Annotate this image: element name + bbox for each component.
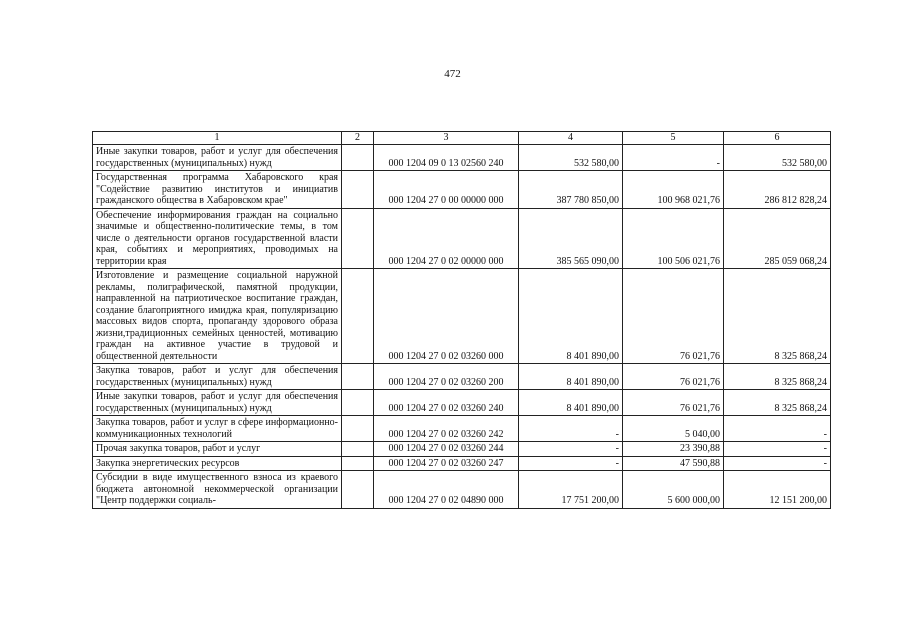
row-code: 000 1204 27 0 02 03260 247 [374,456,519,471]
row-name: Обеспечение информирования граждан на социально значимые и общественно-политические темы, в том числе о деятельности органов государственной власти края, событиях и мероприятиях, проводимых на территории края [93,208,342,269]
table-row [93,416,831,442]
row-col-2 [342,364,374,390]
table-row [93,456,831,471]
row-col-2 [342,390,374,416]
row-col-4: 8 401 890,00 [519,364,623,390]
row-col-5: 76 021,76 [623,269,724,364]
header-col-2: 2 [342,132,374,145]
row-col-2 [342,416,374,442]
row-code: 000 1204 27 0 02 00000 000 [374,208,519,269]
row-code: 000 1204 27 0 02 03260 244 [374,442,519,457]
row-col-6: 8 325 868,24 [724,390,831,416]
row-name: Изготовление и размещение социальной наружной рекламы, полиграфической, памятной продукции, направленной на патриотическое воспитание граждан, создание благоприятного имиджа края, популяризацию массовых видов спорта, пропаганду здорового образа жизни,традиционных семейных ценностей, мотивацию граждан на активное участие в трудовой и общественной деятельности [93,269,342,364]
row-col-6: 12 151 200,00 [724,471,831,509]
row-col-5: 47 590,88 [623,456,724,471]
row-col-4: - [519,442,623,457]
header-col-1: 1 [93,132,342,145]
row-name: Иные закупки товаров, работ и услуг для обеспечения государственных (муниципальных) нужд [93,390,342,416]
row-col-6: - [724,416,831,442]
row-col-5: 100 506 021,76 [623,208,724,269]
row-col-6: 286 812 828,24 [724,171,831,209]
row-col-6: - [724,456,831,471]
header-col-6: 6 [724,132,831,145]
row-col-2 [342,145,374,171]
row-col-4: - [519,416,623,442]
row-code: 000 1204 27 0 02 04890 000 [374,471,519,509]
table-row [93,171,831,209]
row-name: Субсидии в виде имущественного взноса из краевого бюджета автономной некоммерческой организации "Центр поддержки социаль- [93,471,342,509]
row-col-5: 100 968 021,76 [623,171,724,209]
table-row [93,390,831,416]
table-row [93,442,831,457]
row-col-5: 5 040,00 [623,416,724,442]
row-col-5: 76 021,76 [623,364,724,390]
row-col-4: 385 565 090,00 [519,208,623,269]
row-code: 000 1204 27 0 02 03260 000 [374,269,519,364]
page-number: 472 [444,68,461,80]
table-row [93,269,831,364]
row-col-6: 8 325 868,24 [724,364,831,390]
row-col-6: 285 059 068,24 [724,208,831,269]
row-col-6: - [724,442,831,457]
row-code: 000 1204 27 0 02 03260 200 [374,364,519,390]
row-col-4: 532 580,00 [519,145,623,171]
row-name: Государственная программа Хабаровского края "Содействие развитию институтов и инициатив гражданского общества в Хабаровском крае" [93,171,342,209]
row-col-5: 76 021,76 [623,390,724,416]
row-name: Закупка энергетических ресурсов [93,456,342,471]
budget-table [92,131,831,509]
row-col-5: 5 600 000,00 [623,471,724,509]
table-row [93,145,831,171]
header-row [93,132,831,145]
row-col-4: - [519,456,623,471]
row-name: Закупка товаров, работ и услуг в сфере информационно-коммуникационных технологий [93,416,342,442]
row-col-4: 8 401 890,00 [519,390,623,416]
row-col-6: 532 580,00 [724,145,831,171]
row-col-2 [342,171,374,209]
row-code: 000 1204 27 0 00 00000 000 [374,171,519,209]
table-row [93,208,831,269]
table-row [93,364,831,390]
header-col-4: 4 [519,132,623,145]
header-col-3: 3 [374,132,519,145]
row-col-2 [342,208,374,269]
row-name: Прочая закупка товаров, работ и услуг [93,442,342,457]
row-col-2 [342,456,374,471]
row-col-2 [342,471,374,509]
row-col-2 [342,442,374,457]
header-col-5: 5 [623,132,724,145]
table-row [93,471,831,509]
row-code: 000 1204 27 0 02 03260 240 [374,390,519,416]
row-col-5: 23 390,88 [623,442,724,457]
row-name: Иные закупки товаров, работ и услуг для обеспечения государственных (муниципальных) нужд [93,145,342,171]
row-col-4: 387 780 850,00 [519,171,623,209]
row-col-5: - [623,145,724,171]
row-col-2 [342,269,374,364]
row-code: 000 1204 27 0 02 03260 242 [374,416,519,442]
row-col-4: 8 401 890,00 [519,269,623,364]
row-col-4: 17 751 200,00 [519,471,623,509]
row-col-6: 8 325 868,24 [724,269,831,364]
row-code: 000 1204 09 0 13 02560 240 [374,145,519,171]
row-name: Закупка товаров, работ и услуг для обеспечения государственных (муниципальных) нужд [93,364,342,390]
